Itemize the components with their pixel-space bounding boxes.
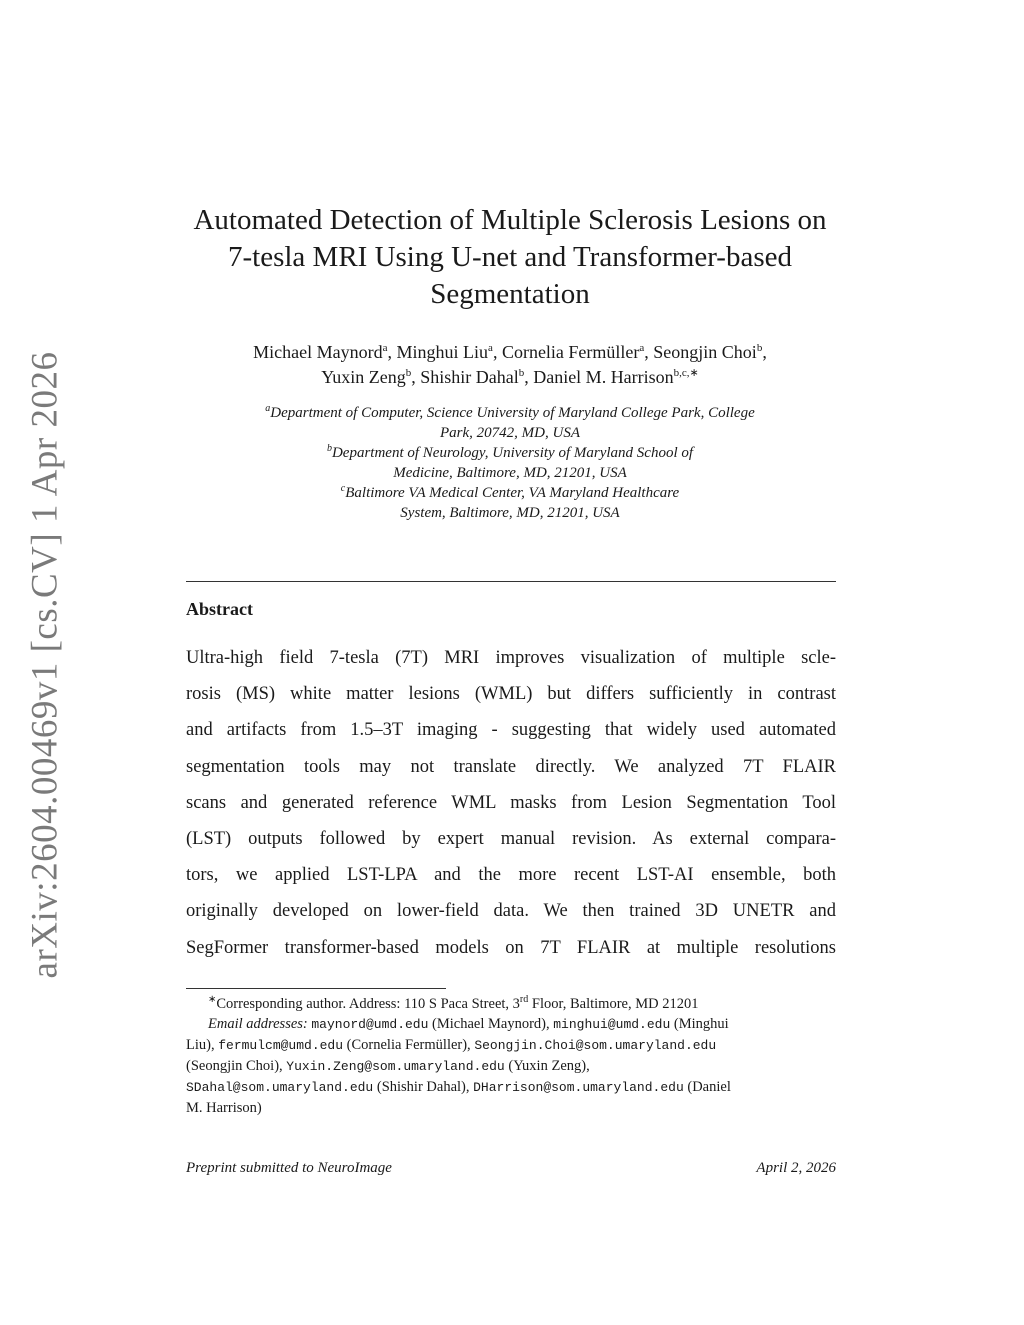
- affiliation-a: $^a$Department of Computer, Science University of Maryland College Park, College: [265, 403, 755, 421]
- email-link[interactable]: SDahal@som.umaryland.edu: [186, 1080, 374, 1095]
- author-name: Yuxin Zeng: [321, 367, 406, 387]
- email-link[interactable]: maynord@umd.edu: [311, 1017, 429, 1032]
- footer-journal: Preprint submitted to NeuroImage: [186, 1160, 392, 1176]
- abstract-line: segmentation tools may not translate directly. We analyzed 7T FLAIR: [186, 756, 836, 777]
- email-line-5: M. Harrison): [186, 1100, 262, 1116]
- footnote-block: [186, 994, 836, 1118]
- affiliation-a-cont: Park, 20742, MD, USA: [440, 425, 580, 441]
- author-line-1: Michael Maynord$^a$, Minghui Liu$^a$, Cornelia Fermüller$^a$, Seongjin Choi$^b$,: [253, 342, 767, 362]
- title-line-3: Segmentation: [430, 278, 590, 310]
- author-list: [150, 340, 870, 390]
- author-name: Michael Maynord: [253, 342, 383, 362]
- email-link[interactable]: minghui@umd.edu: [553, 1017, 671, 1032]
- author-affiliation-mark: a: [488, 342, 493, 354]
- abstract-heading: Abstract: [186, 599, 253, 619]
- footnote-rule: [186, 988, 446, 989]
- author-affiliation-mark: b: [518, 367, 525, 379]
- abstract-line: originally developed on lower-field data. We then trained 3D UNETR and: [186, 901, 836, 922]
- corresponding-author-note: ∗Corresponding author. Address: 110 S Paca Street, 3rd Floor, Baltimore, MD 21201: [208, 994, 699, 1012]
- arxiv-identifier-stamp[interactable]: arXiv:2604.00469v1 [cs.CV] 1 Apr 2026: [24, 351, 66, 979]
- email-link[interactable]: DHarrison@som.umaryland.edu: [473, 1080, 684, 1095]
- paper-title: [150, 202, 870, 313]
- email-line-3: (Seongjin Choi), Yuxin.Zeng@som.umaryland.edu (Yuxin Zeng),: [186, 1058, 590, 1074]
- author-name: Shishir Dahal: [420, 367, 519, 387]
- author-affiliation-mark: b: [405, 367, 412, 379]
- abstract-line: SegFormer transformer-based models on 7T FLAIR at multiple resolutions: [186, 937, 836, 958]
- title-line-1: Automated Detection of Multiple Sclerosis Lesions on: [193, 204, 827, 236]
- abstract-line: tors, we applied LST-LPA and the more recent LST-AI ensemble, both: [186, 865, 836, 886]
- email-line-4: SDahal@som.umaryland.edu (Shishir Dahal), DHarrison@som.umaryland.edu (Daniel: [186, 1079, 731, 1095]
- affiliation-list: [150, 403, 870, 523]
- author-line-2: Yuxin Zeng$^b$, Shishir Dahal$^b$, Daniel M. Harrison$^{b,c,∗}$: [321, 367, 699, 387]
- email-link[interactable]: Yuxin.Zeng@som.umaryland.edu: [286, 1059, 505, 1074]
- abstract-body: [186, 640, 836, 966]
- affiliation-b: $^b$Department of Neurology, University of Maryland School of: [326, 443, 694, 461]
- abstract-line: Ultra-high field 7-tesla (7T) MRI improves visualization of multiple scle-: [186, 648, 836, 668]
- footer-date: April 2, 2026: [756, 1160, 836, 1176]
- author-affiliation-mark: b,c,∗: [673, 367, 699, 379]
- affiliation-c: $^c$Baltimore VA Medical Center, VA Maryland Healthcare: [340, 483, 680, 501]
- author-affiliation-mark: b: [756, 342, 763, 354]
- email-line-1: Email addresses: maynord@umd.edu (Michael Maynord), minghui@umd.edu (Minghui: [208, 1016, 729, 1032]
- author-name: Daniel M. Harrison: [533, 367, 674, 387]
- abstract-line: scans and generated reference WML masks from Lesion Segmentation Tool: [186, 792, 836, 813]
- abstract-line: and artifacts from 1.5–3T imaging - suggesting that widely used automated: [186, 720, 836, 741]
- author-affiliation-mark: a: [382, 342, 388, 354]
- email-link[interactable]: fermulcm@umd.edu: [218, 1038, 344, 1053]
- email-label: Email addresses:: [208, 1016, 308, 1032]
- author-name: Minghui Liu: [396, 342, 489, 362]
- abstract-line: (LST) outputs followed by expert manual revision. As external compara-: [186, 829, 836, 850]
- title-line-2: 7-tesla MRI Using U-net and Transformer-based: [227, 241, 792, 273]
- email-line-2: Liu), fermulcm@umd.edu (Cornelia Fermüller), Seongjin.Choi@som.umaryland.edu: [186, 1037, 717, 1053]
- email-link[interactable]: Seongjin.Choi@som.umaryland.edu: [474, 1038, 717, 1053]
- affiliation-b-cont: Medicine, Baltimore, MD, 21201, USA: [393, 465, 627, 481]
- author-affiliation-mark: a: [639, 342, 645, 354]
- page-footer: [186, 1160, 836, 1177]
- affiliation-c-cont: System, Baltimore, MD, 21201, USA: [400, 505, 620, 521]
- author-name: Seongjin Choi: [653, 342, 757, 362]
- author-name: Cornelia Fermüller: [501, 342, 640, 362]
- abstract-top-rule: [186, 581, 836, 582]
- abstract-line: rosis (MS) white matter lesions (WML) but differs sufficiently in contrast: [186, 684, 836, 705]
